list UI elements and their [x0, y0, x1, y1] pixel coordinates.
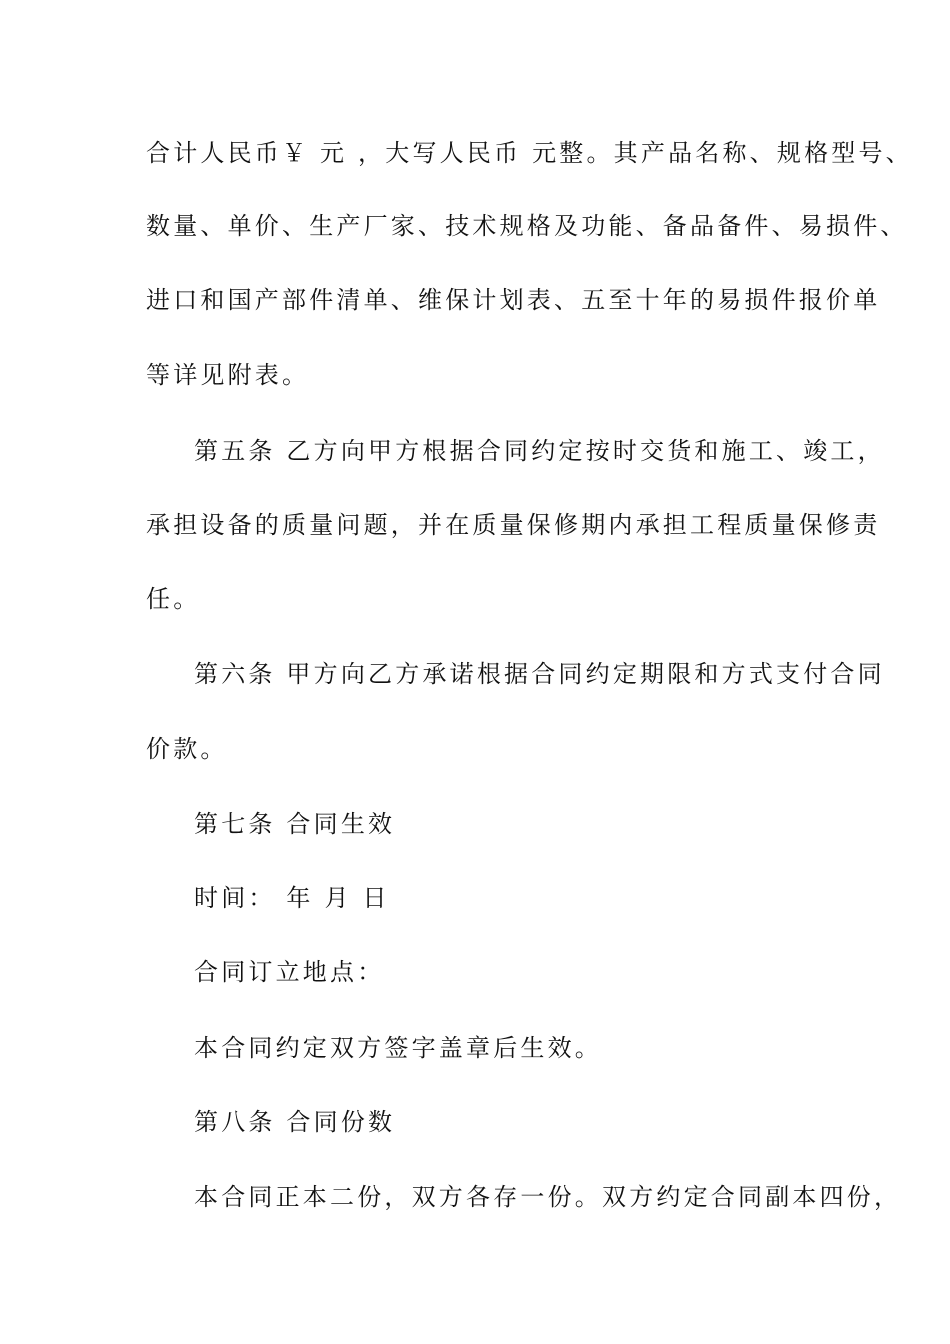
signing-place-line: 合同订立地点： [194, 958, 385, 986]
clause-8-heading: 第八条 合同份数 [194, 1108, 396, 1136]
paragraph-line: 等详见附表。 [146, 361, 310, 389]
paragraph-line: 进口和国产部件清单、维保计划表、五至十年的易损件报价单 [146, 286, 881, 314]
copies-clause-line: 本合同正本二份，双方各存一份。双方约定合同副本四份， [194, 1183, 902, 1211]
effectiveness-clause-line: 本合同约定双方签字盖章后生效。 [194, 1034, 602, 1062]
clause-7-heading: 第七条 合同生效 [194, 810, 396, 838]
paragraph-line: 数量、单价、生产厂家、技术规格及功能、备品备件、易损件、 [146, 212, 908, 240]
paragraph-line: 价款。 [146, 735, 228, 763]
clause-6-heading-line: 第六条 甲方向乙方承诺根据合同约定期限和方式支付合同 [194, 660, 885, 688]
paragraph-line: 任。 [146, 585, 201, 613]
clause-5-heading-line: 第五条 乙方向甲方根据合同约定按时交货和施工、竣工， [194, 437, 885, 465]
effective-date-line: 时间： 年 月 日 [194, 884, 390, 912]
paragraph-line: 合计人民币￥ 元 ，大写人民币 元整。其产品名称、规格型号、 [146, 139, 913, 167]
paragraph-line: 承担设备的质量问题，并在质量保修期内承担工程质量保修责 [146, 511, 881, 539]
